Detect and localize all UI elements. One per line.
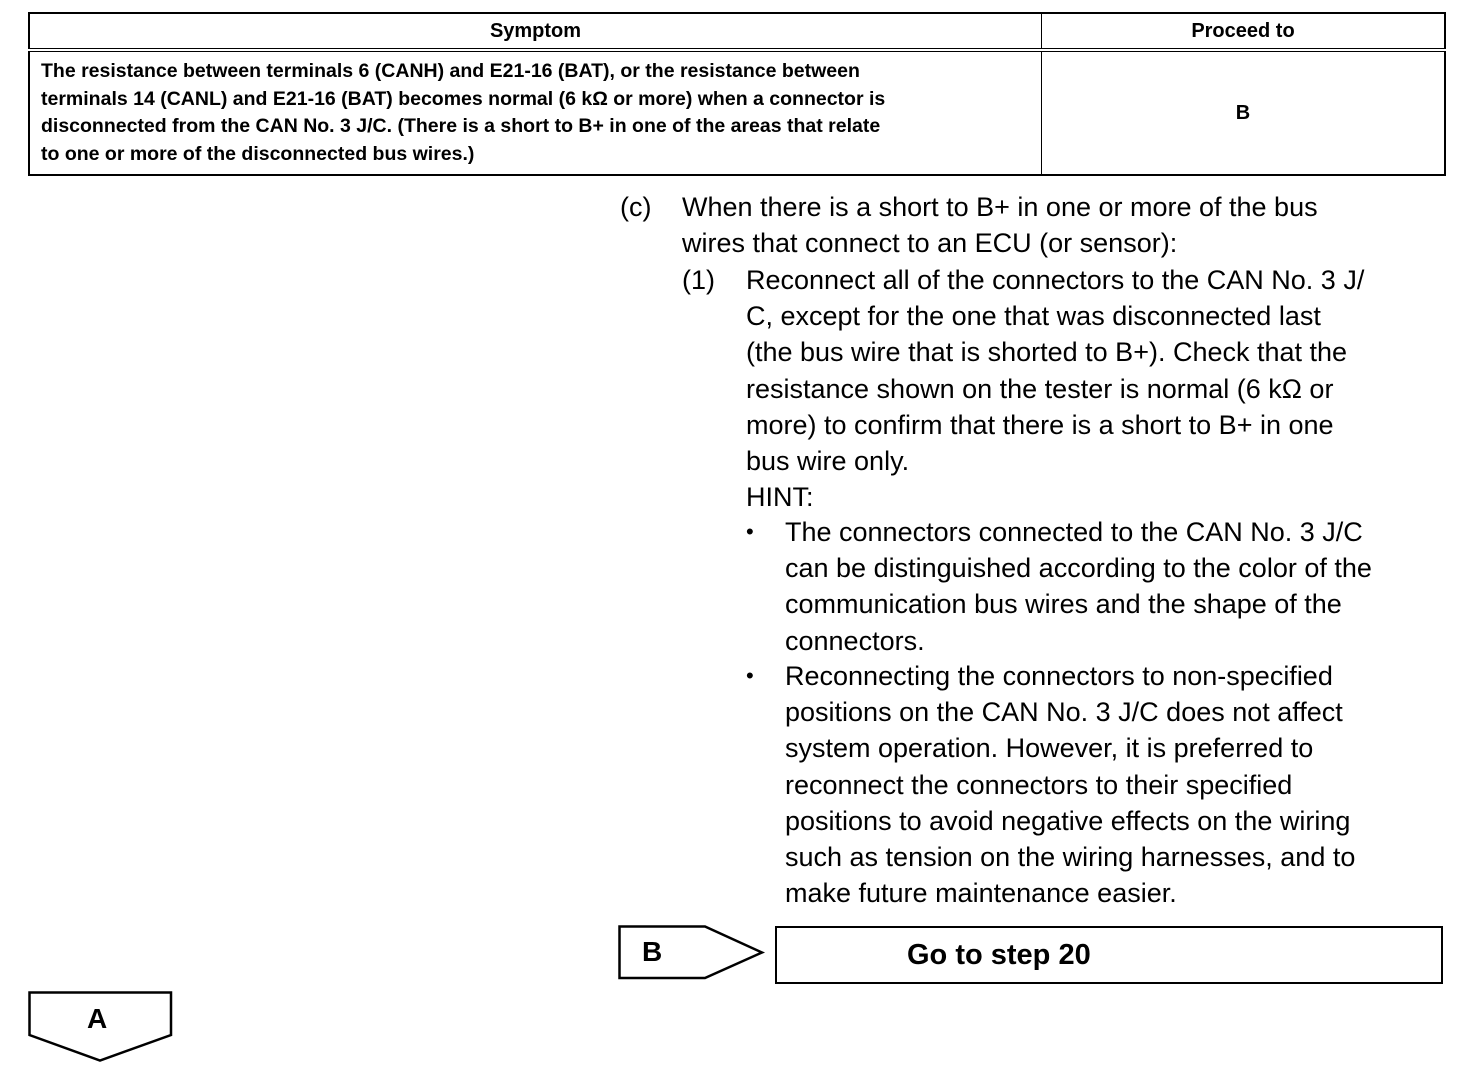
step-1-label: (1): [682, 265, 715, 295]
text-line: bus wire only.: [746, 446, 910, 477]
text-line: reconnect the connectors to their specified: [785, 769, 1293, 800]
text-line: make future maintenance easier.: [785, 878, 1177, 909]
text-line: (the bus wire that is shorted to B+). Check that the: [746, 337, 1348, 368]
step-1-text: [746, 262, 1364, 515]
text-line: more) to confirm that there is a short to B+ in one: [746, 409, 1334, 440]
text-line: system operation. However, it is preferred to: [785, 733, 1314, 764]
symptom-table: [28, 12, 1446, 176]
result-a-arrow: [28, 991, 174, 1063]
symptom-line: The resistance between terminals 6 (CANH) and E21-16 (BAT), or the resistance between: [41, 60, 860, 82]
bullet-text: [785, 658, 1355, 911]
result-a-label: A: [87, 1003, 108, 1034]
bullet-marker: •: [746, 663, 754, 688]
proceed-cell: B: [1042, 50, 1446, 175]
go-to-step-box: Go to step 20: [775, 926, 1443, 984]
text-line: When there is a short to B+ in one or more of the bus: [682, 192, 1318, 222]
symptom-line: to one or more of the disconnected bus wires.): [41, 142, 475, 165]
text-line: positions to avoid negative effects on the wiring: [785, 805, 1351, 836]
text-line: can be distinguished according to the color of the: [785, 553, 1372, 584]
symptom-cell: [29, 50, 1042, 175]
text-line: resistance shown on the tester is normal (6 kΩ or: [746, 373, 1334, 404]
text-line: wires that connect to an ECU (or sensor):: [682, 228, 1178, 259]
header-proceed-to: Proceed to: [1042, 13, 1446, 50]
text-line: Reconnect all of the connectors to the CAN No. 3 J/: [746, 265, 1365, 295]
text-line: such as tension on the wiring harnesses, and to: [785, 842, 1356, 873]
step-c-text: [682, 189, 1318, 261]
text-line: communication bus wires and the shape of the: [785, 589, 1342, 620]
bullet-marker: •: [746, 519, 754, 544]
text-line: positions on the CAN No. 3 J/C does not affect: [785, 697, 1343, 728]
bullet-text: [785, 514, 1372, 659]
hint-label: HINT:: [746, 482, 814, 513]
table-header-row: [29, 13, 1445, 50]
table-row: [29, 50, 1445, 175]
result-b-arrow: [618, 925, 768, 983]
text-line: Reconnecting the connectors to non-specified: [785, 661, 1333, 691]
text-line: C, except for the one that was disconnected last: [746, 301, 1321, 332]
step-c-label: (c): [620, 192, 652, 222]
text-line: The connectors connected to the CAN No. 3 J/C: [785, 517, 1363, 547]
symptom-line: disconnected from the CAN No. 3 J/C. (There is a short to B+ in one of the areas that relate: [41, 115, 881, 137]
right-arrow-shape-icon: [618, 925, 768, 983]
symptom-line: terminals 14 (CANL) and E21-16 (BAT) becomes normal (6 kΩ or more) when a connector is: [41, 87, 886, 110]
result-b-label: B: [642, 936, 663, 967]
header-symptom: Symptom: [29, 13, 1042, 50]
text-line: connectors.: [785, 625, 925, 656]
